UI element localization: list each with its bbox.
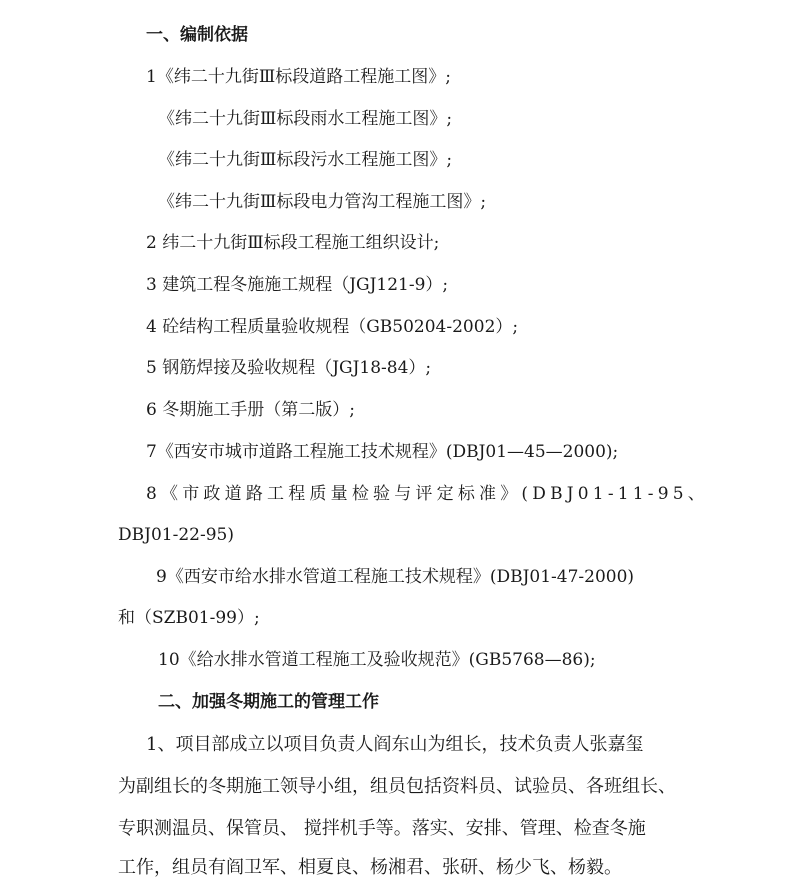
management-paragraph-line-4: 工作，组员有阎卫军、相夏良、杨湘君、张研、杨少飞、杨毅。: [118, 857, 622, 878]
basis-item-4: 4 砼结构工程质量验收规程（GB50204-2002）;: [146, 317, 519, 337]
basis-item-1d: 《纬二十九街Ⅲ标段电力管沟工程施工图》;: [158, 192, 487, 212]
section-heading-management: 二、加强冬期施工的管理工作: [158, 692, 379, 712]
management-paragraph-line-1: 1、项目部成立以项目负责人阎东山为组长，技术负责人张嘉玺: [146, 734, 644, 755]
basis-item-9-cont: 和（SZB01-99）;: [118, 608, 260, 628]
basis-item-1: 1《纬二十九街Ⅲ标段道路工程施工图》;: [146, 67, 451, 87]
management-paragraph-line-2: 为副组长的冬期施工领导小组，组员包括资料员、试验员、各班组长、: [118, 776, 676, 797]
management-paragraph-line-3: 专职测温员、保管员、 搅拌机手等。落实、安排、管理、检查冬施: [118, 818, 646, 839]
basis-item-5: 5 钢筋焊接及验收规程（JGJ18-84）;: [146, 358, 432, 378]
basis-item-8: 8《市政道路工程质量检验与评定标准》(DBJ01-11-95、: [146, 484, 709, 504]
basis-item-8-cont: DBJ01-22-95): [118, 525, 234, 545]
basis-item-6: 6 冬期施工手册（第二版）;: [146, 400, 355, 420]
basis-item-2: 2 纬二十九街Ⅲ标段工程施工组织设计;: [146, 233, 440, 253]
basis-item-1b: 《纬二十九街Ⅲ标段雨水工程施工图》;: [158, 109, 453, 129]
basis-item-9: 9《西安市给水排水管道工程施工技术规程》(DBJ01-47-2000): [156, 567, 635, 587]
basis-item-7: 7《西安市城市道路工程施工技术规程》(DBJ01—45—2000);: [146, 442, 619, 462]
basis-item-3: 3 建筑工程冬施施工规程（JGJ121-9）;: [146, 275, 449, 295]
basis-item-1c: 《纬二十九街Ⅲ标段污水工程施工图》;: [158, 150, 453, 170]
section-heading-basis: 一、编制依据: [146, 25, 248, 45]
basis-item-10: 10《给水排水管道工程施工及验收规范》(GB5768—86);: [158, 650, 596, 670]
